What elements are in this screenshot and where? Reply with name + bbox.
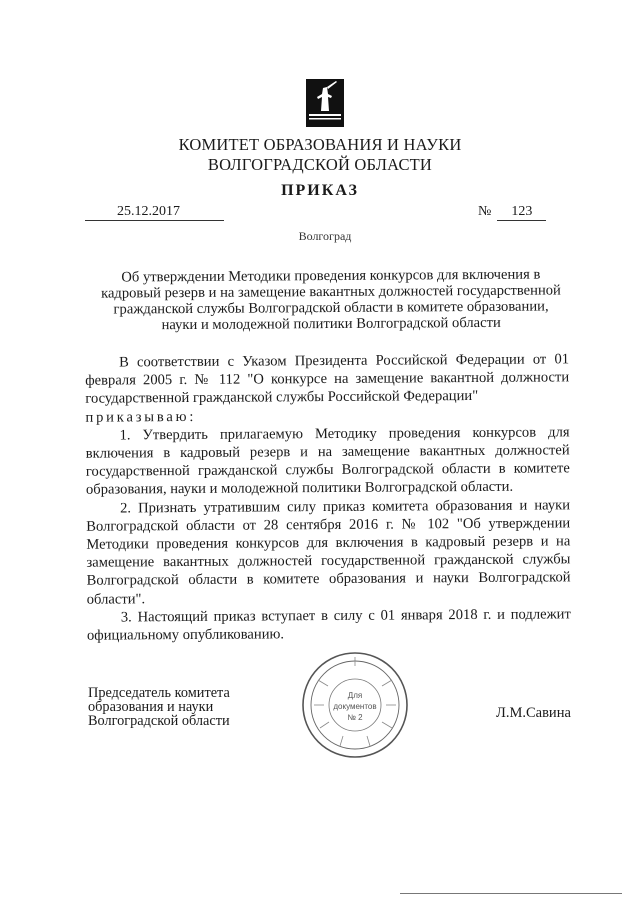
signer-position-line1: Председатель комитета <box>88 685 230 701</box>
signer-position-line3: Волгоградской области <box>88 713 230 729</box>
signer-name: Л.М.Савина <box>496 705 571 721</box>
org-name-line1: КОМИТЕТ ОБРАЗОВАНИЯ И НАУКИ <box>178 135 462 154</box>
order-word: приказываю: <box>85 408 197 426</box>
order-item-3: 3. Настоящий приказ вступает в силу с 01 января 2018 г. и подлежит официальному опубликованию. <box>86 606 571 644</box>
stamp-line1: Для <box>347 691 363 700</box>
signer-position-line2: образования и науки <box>88 699 214 715</box>
city: Волгоград <box>298 229 352 243</box>
signer-position <box>88 686 230 728</box>
emblem-icon <box>305 78 345 128</box>
order-item-2: 2. Признать утратившим силу приказ комитета образования и науки Волгоградской области от 28 сентября 2016 г. № 102 "Об утверждении Методики проведения конкурсов для включения в кадровый резерв и на замещение вакантных должностей государственной гражданской службы Волгоградской области в комитете образования и науки Волгоградской области". <box>86 496 571 608</box>
footer-divider <box>400 893 622 894</box>
stamp-line3: № 2 <box>347 713 363 722</box>
order-subject: Об утверждении Методики проведения конкурсов для включения в кадровый резерв и на замещение вакантных должностей государственной гражданской службы Волгоградской области в комитете образовании, науки и молодежной политики Волгоградской области <box>100 266 561 334</box>
order-item-1: 1. Утвердить прилагаемую Методику проведения конкурсов для включения в кадровый резерв и на замещение вакантных должностей государственной гражданской службы Волгоградской области в комитете образования, науки и молодежной политики Волгоградской области. <box>85 424 570 499</box>
document-date <box>85 204 224 221</box>
preamble: В соответствии с Указом Президента Российской Федерации от 01 февраля 2005 г. № 112 "О конкурсе на замещение вакантной должности государственной гражданской службы Российской Федерации" <box>85 351 570 408</box>
document-number <box>478 204 546 221</box>
number-sign: № <box>478 204 492 219</box>
number-value: 123 <box>497 204 546 221</box>
order-body <box>85 350 571 645</box>
org-name-line2: ВОЛГОГРАДСКОЙ ОБЛАСТИ <box>207 155 433 174</box>
official-stamp <box>300 650 410 760</box>
date-value: 25.12.2017 <box>85 204 224 221</box>
stamp-line2: документов <box>333 702 377 711</box>
document-type: ПРИКАЗ <box>281 182 359 199</box>
